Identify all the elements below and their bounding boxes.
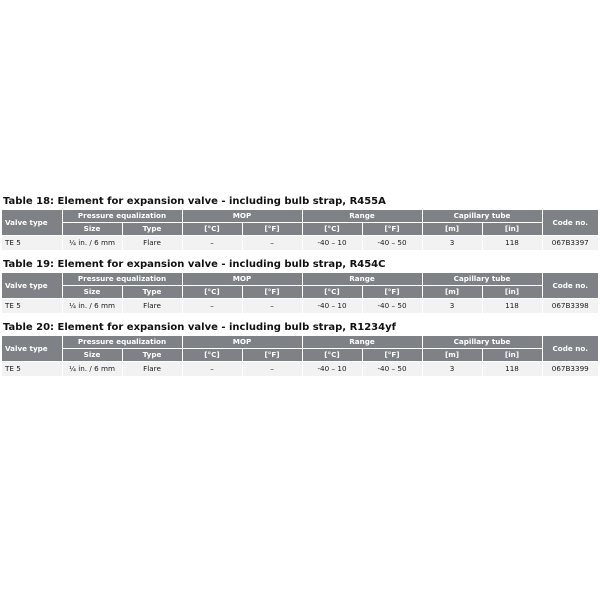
- header-cap-m: [m]: [422, 349, 482, 362]
- header-size: Size: [62, 349, 122, 362]
- header-row-2: [2, 349, 598, 362]
- header-code-no: Code no.: [542, 336, 598, 362]
- header-capillary-tube: Capillary tube: [422, 273, 542, 286]
- header-valve-type: Valve type: [2, 336, 62, 362]
- header-mop-c: [°C]: [182, 286, 242, 299]
- cell-code-no: 067B3398: [542, 299, 598, 314]
- cell-range-f: -40 – 50: [362, 236, 422, 251]
- header-cap-m: [m]: [422, 286, 482, 299]
- header-pressure-equalization: Pressure equalization: [62, 273, 182, 286]
- header-range-f: [°F]: [362, 223, 422, 236]
- cell-range-c: -40 – 10: [302, 362, 362, 377]
- cell-valve-type: TE 5: [2, 236, 62, 251]
- header-range-c: [°C]: [302, 286, 362, 299]
- header-type: Type: [122, 349, 182, 362]
- header-range-c: [°C]: [302, 223, 362, 236]
- cell-cap-in: 118: [482, 362, 542, 377]
- header-pressure-equalization: Pressure equalization: [62, 210, 182, 223]
- table-row: [2, 362, 598, 377]
- cell-cap-in: 118: [482, 236, 542, 251]
- header-mop-c: [°C]: [182, 349, 242, 362]
- cell-type: Flare: [122, 236, 182, 251]
- header-mop: MOP: [182, 210, 302, 223]
- cell-mop-f: –: [242, 236, 302, 251]
- cell-valve-type: TE 5: [2, 299, 62, 314]
- table-row: [2, 299, 598, 314]
- header-range: Range: [302, 210, 422, 223]
- cell-size: ¼ in. / 6 mm: [62, 362, 122, 377]
- header-size: Size: [62, 223, 122, 236]
- cell-valve-type: TE 5: [2, 362, 62, 377]
- cell-mop-c: –: [182, 362, 242, 377]
- table-block-1: [2, 195, 598, 250]
- header-valve-type: Valve type: [2, 273, 62, 299]
- header-mop: MOP: [182, 336, 302, 349]
- header-code-no: Code no.: [542, 210, 598, 236]
- data-table: [2, 210, 598, 250]
- table-spacer: [2, 250, 598, 258]
- cell-range-f: -40 – 50: [362, 362, 422, 377]
- header-range-c: [°C]: [302, 349, 362, 362]
- cell-cap-m: 3: [422, 236, 482, 251]
- header-size: Size: [62, 286, 122, 299]
- header-cap-in: [in]: [482, 286, 542, 299]
- header-mop-f: [°F]: [242, 349, 302, 362]
- header-type: Type: [122, 223, 182, 236]
- cell-range-c: -40 – 10: [302, 299, 362, 314]
- header-valve-type: Valve type: [2, 210, 62, 236]
- data-table: [2, 273, 598, 313]
- cell-cap-m: 3: [422, 299, 482, 314]
- header-pressure-equalization: Pressure equalization: [62, 336, 182, 349]
- header-cap-in: [in]: [482, 349, 542, 362]
- header-range-f: [°F]: [362, 286, 422, 299]
- document-page: [2, 195, 598, 376]
- cell-mop-f: –: [242, 362, 302, 377]
- cell-range-f: -40 – 50: [362, 299, 422, 314]
- cell-cap-m: 3: [422, 362, 482, 377]
- cell-code-no: 067B3399: [542, 362, 598, 377]
- cell-type: Flare: [122, 299, 182, 314]
- header-mop: MOP: [182, 273, 302, 286]
- header-row-2: [2, 223, 598, 236]
- table-block-2: [2, 258, 598, 313]
- cell-mop-c: –: [182, 236, 242, 251]
- header-code-no: Code no.: [542, 273, 598, 299]
- header-range-f: [°F]: [362, 349, 422, 362]
- header-mop-f: [°F]: [242, 286, 302, 299]
- cell-mop-f: –: [242, 299, 302, 314]
- cell-mop-c: –: [182, 299, 242, 314]
- header-capillary-tube: Capillary tube: [422, 336, 542, 349]
- cell-size: ¼ in. / 6 mm: [62, 299, 122, 314]
- header-range: Range: [302, 273, 422, 286]
- table-title: Table 19: Element for expansion valve - including bulb strap, R454C: [3, 259, 386, 270]
- data-table: [2, 336, 598, 376]
- table-title: Table 20: Element for expansion valve - including bulb strap, R1234yf: [3, 322, 396, 333]
- table-spacer: [2, 313, 598, 321]
- table-block-3: [2, 321, 598, 376]
- header-row-2: [2, 286, 598, 299]
- cell-code-no: 067B3397: [542, 236, 598, 251]
- header-range: Range: [302, 336, 422, 349]
- header-mop-f: [°F]: [242, 223, 302, 236]
- header-capillary-tube: Capillary tube: [422, 210, 542, 223]
- header-row-1: [2, 336, 598, 349]
- header-cap-in: [in]: [482, 223, 542, 236]
- header-row-1: [2, 273, 598, 286]
- header-row-1: [2, 210, 598, 223]
- table-row: [2, 236, 598, 251]
- cell-range-c: -40 – 10: [302, 236, 362, 251]
- header-cap-m: [m]: [422, 223, 482, 236]
- header-type: Type: [122, 286, 182, 299]
- table-title: Table 18: Element for expansion valve - including bulb strap, R455A: [3, 196, 386, 207]
- header-mop-c: [°C]: [182, 223, 242, 236]
- cell-size: ¼ in. / 6 mm: [62, 236, 122, 251]
- cell-cap-in: 118: [482, 299, 542, 314]
- cell-type: Flare: [122, 362, 182, 377]
